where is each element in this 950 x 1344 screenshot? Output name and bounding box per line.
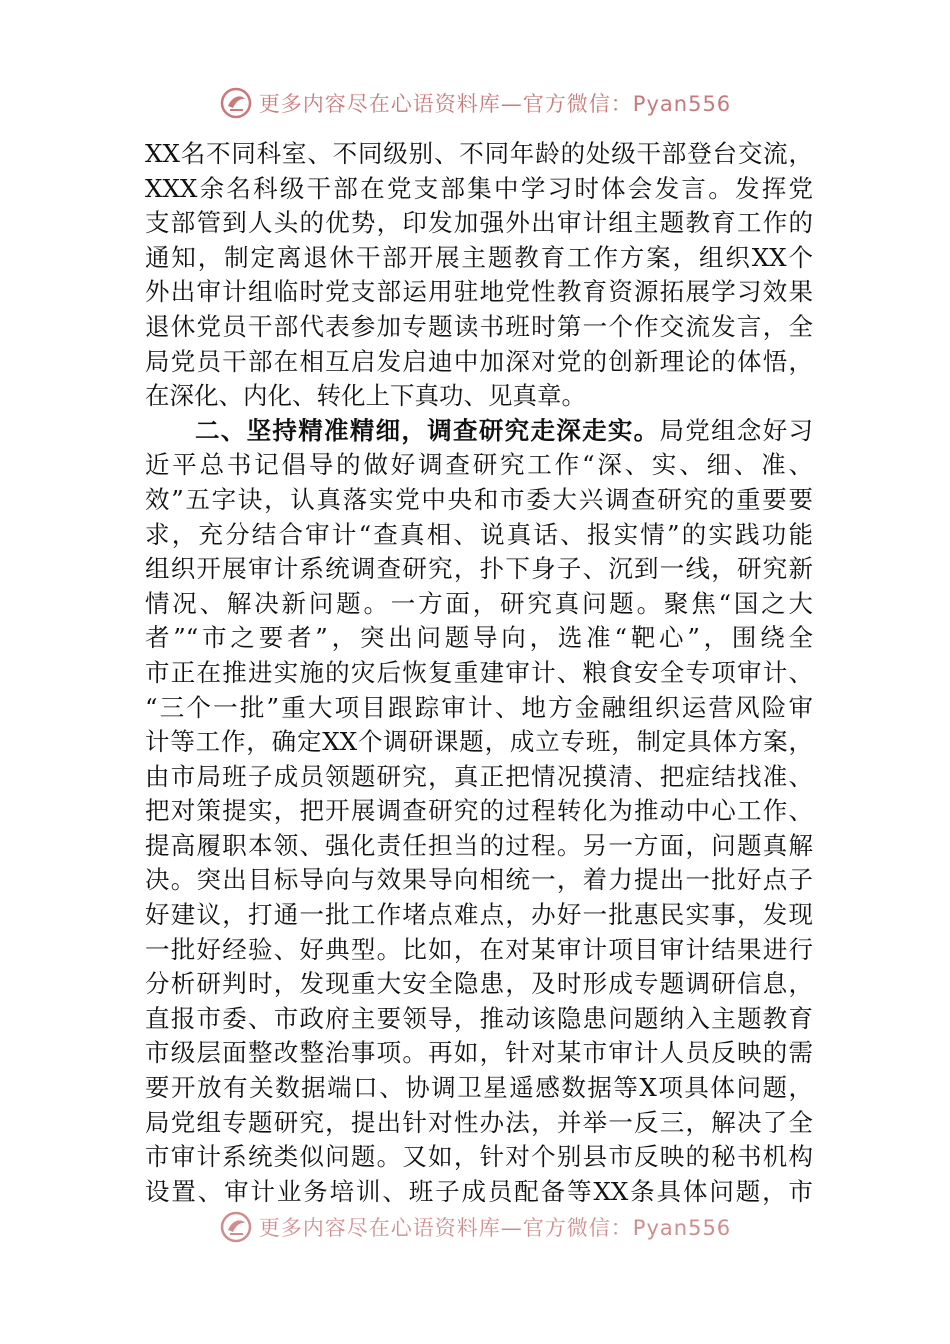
text-line: 由市局班子成员领题研究，真正把情况摸清、把症结找准、 — [145, 761, 813, 791]
text-line: XX名不同科室、不同级别、不同年龄的处级干部登台交流， — [145, 139, 813, 168]
text-line: 近平总书记倡导的做好调查研究工作“深、实、细、准、 — [145, 450, 813, 480]
text-line: 设置、审计业务培训、班子成员配备等XX条具体问题，市 — [145, 1176, 813, 1206]
text-line: 分析研判时，发现重大安全隐患，及时形成专题调研信息， — [145, 969, 813, 999]
watermark-footer — [0, 1210, 950, 1244]
text-line: 者”“市之要者”，突出问题导向，选准“靶心”，围绕全 — [145, 623, 813, 653]
text-line: 市审计系统类似问题。又如，针对个别县市反映的秘书机构 — [145, 1142, 813, 1172]
text-line: 市正在推进实施的灾后恢复重建审计、粮食安全专项审计、 — [145, 657, 813, 687]
text-line: 局党组专题研究，提出针对性办法，并举一反三，解决了全 — [145, 1107, 813, 1137]
text-line: 提高履职本领、强化责任担当的过程。另一方面，问题真解 — [145, 830, 813, 860]
text-line: 外出审计组临时党支部运用驻地党性教育资源拓展学习效果 — [145, 277, 813, 307]
text-line: 支部管到人头的优势，印发加强外出审计组主题教育工作的 — [145, 208, 813, 238]
text-line: 情况、解决新问题。一方面，研究真问题。聚焦“国之大 — [145, 588, 813, 618]
paragraph-1 — [145, 137, 813, 414]
section-heading-line — [145, 414, 813, 449]
text-line: 在深化、内化、转化上下真功、见真章。 — [145, 381, 586, 411]
document-body — [145, 137, 813, 1209]
text-line: 局党员干部在相互启发启迪中加深对党的创新理论的体悟， — [145, 346, 813, 376]
section-heading: 二、坚持精准精细，调查研究走深走实。 — [195, 415, 660, 445]
text-line: 把对策提实，把开展调查研究的过程转化为推动中心工作、 — [145, 796, 813, 826]
text-line: “三个一批”重大项目跟踪审计、地方金融组织运营风险审 — [145, 692, 813, 722]
seal-logo-icon — [219, 86, 253, 120]
watermark-header — [0, 86, 950, 120]
text-line: 要开放有关数据端口、协调卫星遥感数据等X项具体问题， — [145, 1073, 813, 1103]
paragraph-2 — [145, 414, 813, 1210]
text-line: 一批好经验、好典型。比如，在对某审计项目审计结果进行 — [145, 934, 813, 964]
seal-logo-icon — [219, 1210, 253, 1244]
text-fragment: 局党组念好习 — [659, 415, 814, 445]
text-line: XXX余名科级干部在党支部集中学习时体会发言。发挥党 — [145, 173, 813, 203]
text-line: 计等工作，确定XX个调研课题，成立专班，制定具体方案， — [145, 727, 813, 757]
text-line: 求，充分结合审计“查真相、说真话、报实情”的实践功能 — [145, 519, 813, 549]
watermark-text: 更多内容尽在心语资料库—官方微信：Pyan556 — [258, 1216, 732, 1240]
text-line: 退休党员干部代表参加专题读书班时第一个作交流发言，全 — [145, 311, 813, 341]
text-line: 直报市委、市政府主要领导，推动该隐患问题纳入主题教育 — [145, 1003, 813, 1033]
text-line: 组织开展审计系统调查研究，扑下身子、沉到一线，研究新 — [145, 554, 813, 584]
text-line: 通知，制定离退休干部开展主题教育工作方案，组织XX个 — [145, 242, 813, 272]
text-line: 市级层面整改整治事项。再如，针对某市审计人员反映的需 — [145, 1038, 813, 1068]
text-line: 决。突出目标导向与效果导向相统一，着力提出一批好点子 — [145, 865, 813, 895]
text-line: 好建议，打通一批工作堵点难点，办好一批惠民实事，发现 — [145, 900, 813, 930]
watermark-text: 更多内容尽在心语资料库—官方微信：Pyan556 — [258, 92, 732, 116]
text-line: 效”五字诀，认真落实党中央和市委大兴调查研究的重要要 — [145, 484, 813, 514]
